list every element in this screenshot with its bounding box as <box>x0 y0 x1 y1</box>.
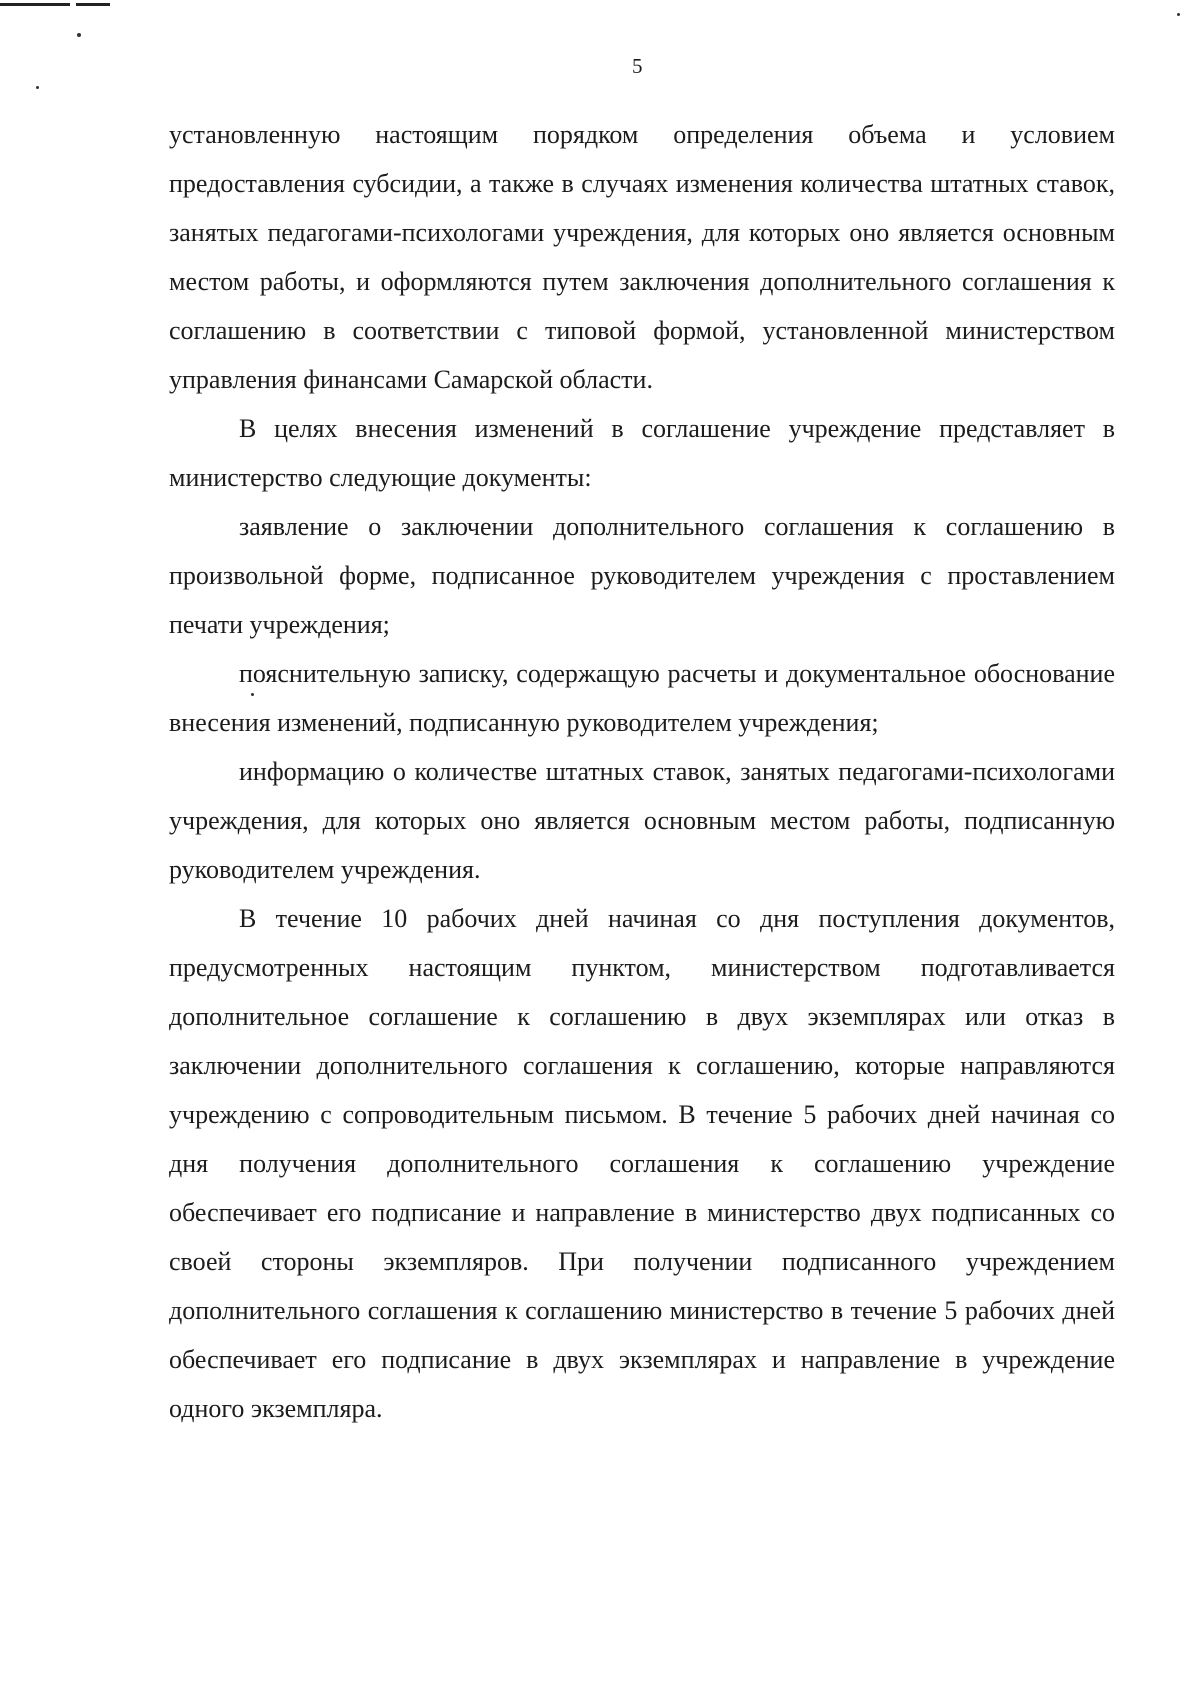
page-number: 5 <box>632 54 643 78</box>
paragraph-amendment-documents: В целях внесения изменений в соглашение учреждение представляет в министерство следующие документы: <box>169 414 1115 492</box>
paragraph-explanatory-note-item: пояснительную записку, содержащую расчеты и документальное обоснование внесения изменений, подписанную руководителем учреждения; <box>169 659 1115 737</box>
paragraph-processing-deadlines: В течение 10 рабочих дней начиная со дня поступления документов, предусмотренных настоящим пунктом, министерством подготавливается дополнительное соглашение к соглашению в двух экземплярах или отказ в заключении дополнительного соглашения к соглашению, которые направляются учреждению с сопроводительным письмом. В течение 5 рабочих дней начиная со дня получения дополнительного соглашения к соглашению учреждение обеспечивает его подписание и направление в министерство двух подписанных со своей стороны экземпляров. При получении подписанного учреждением дополнительного соглашения к соглашению министерство в течение 5 рабочих дней обеспечивает его подписание в двух экземплярах и направление в учреждение одного экземпляра. <box>169 904 1115 1423</box>
paragraph-staff-information-item: информацию о количестве штатных ставок, занятых педагогами-психологами учреждения, для которых оно является основным местом работы, подписанную руководителем учреждения. <box>169 757 1115 884</box>
paragraph-continuation: установленную настоящим порядком определения объема и условием предоставления субсидии, а также в случаях изменения количества штатных ставок, занятых педагогами-психологами учреждения, для которых оно является основным местом работы, и оформляются путем заключения дополнительного соглашения к соглашению в соответствии с типовой формой, установленной министерством управления финансами Самарской области. <box>169 120 1115 394</box>
scan-speck <box>77 33 81 37</box>
scan-speck <box>1177 13 1180 16</box>
scan-edge-mark <box>0 3 70 6</box>
scan-speck <box>36 86 39 89</box>
scan-edge-mark <box>76 3 110 6</box>
paragraph-application-item: заявление о заключении дополнительного соглашения к соглашению в произвольной форме, подписанное руководителем учреждения с проставлением печати учреждения; <box>169 512 1115 639</box>
document-body <box>169 110 1115 1433</box>
